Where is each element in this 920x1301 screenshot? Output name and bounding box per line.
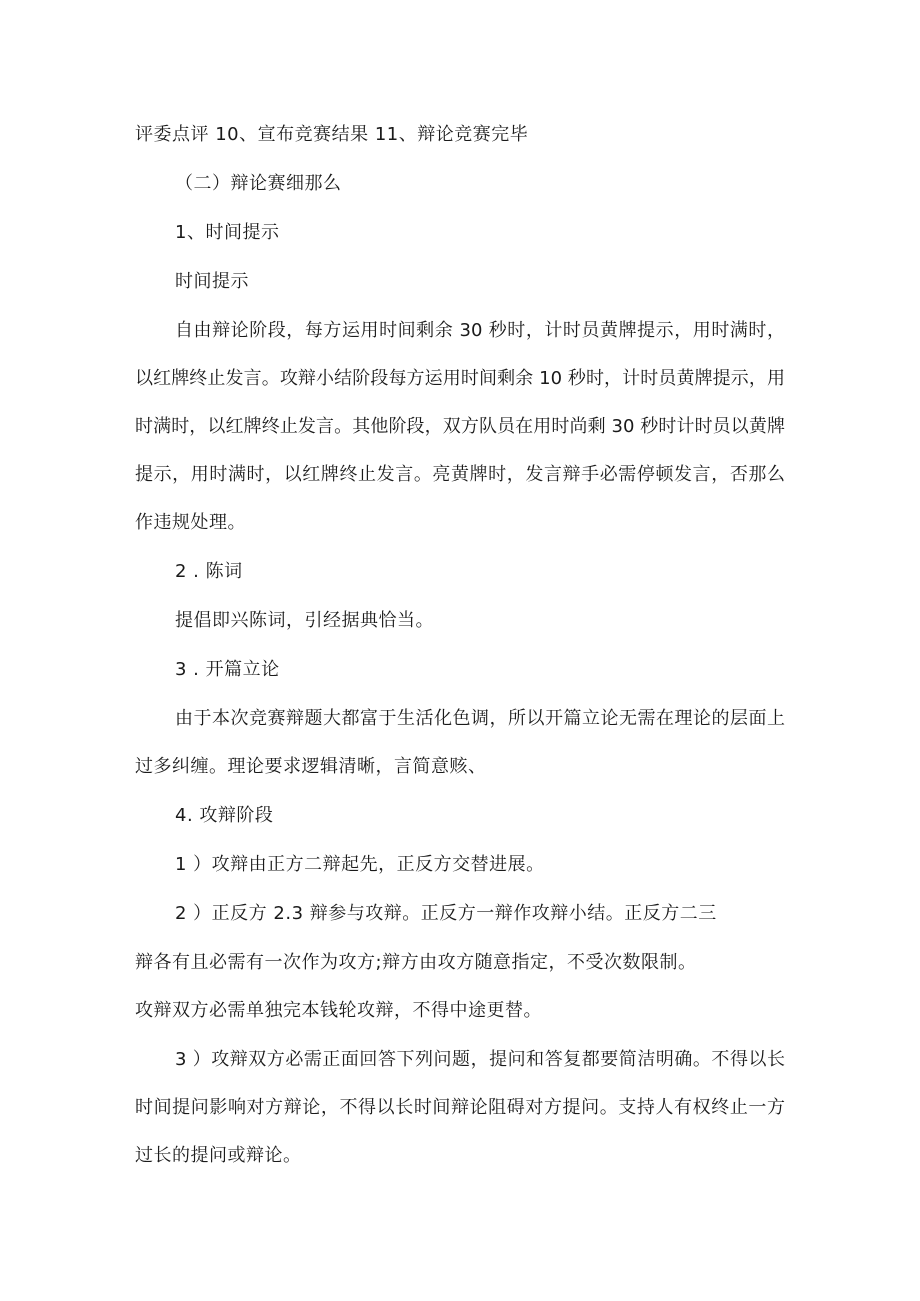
list-item: 3 ）攻辩双方必需正面回答下列问题，提问和答复都要简洁明确。不得以长 (175, 1049, 785, 1070)
paragraph-line: 辩各有且必需有一次作为攻方;辩方由攻方随意指定，不受次数限制。 (135, 952, 697, 973)
paragraph-line: 时间提问影响对方辩论，不得以长时间辩论阻碍对方提问。支持人有权终止一方 (135, 1097, 785, 1118)
paragraph-line: 时满时，以红牌终止发言。其他阶段，双方队员在用时尚剩 30 秒时计时员以黄牌 (135, 416, 785, 437)
paragraph-line: 自由辩论阶段，每方运用时间剩余 30 秒时，计时员黄牌提示，用时满时， (175, 320, 785, 341)
paragraph-line: 作违规处理。 (135, 512, 246, 533)
subheading-statement: 2 . 陈词 (175, 561, 243, 582)
paragraph-line: 提示，用时满时，以红牌终止发言。亮黄牌时，发言辩手必需停顿发言，否那么 (135, 464, 785, 485)
paragraph-line: 以红牌终止发言。攻辩小结阶段每方运用时间剩余 10 秒时，计时员黄牌提示，用 (135, 368, 785, 389)
list-item: 1 ）攻辩由正方二辩起先，正反方交替进展。 (175, 854, 545, 875)
agenda-items-line: 评委点评 10、宣布竞赛结果 11、辩论竞赛完毕 (135, 124, 529, 145)
subheading-opening: 3 . 开篇立论 (175, 659, 280, 680)
paragraph-line: 攻辩双方必需单独完本钱轮攻辩，不得中途更替。 (135, 1000, 542, 1021)
paragraph-line: 过多纠缠。理论要求逻辑清晰，言简意赅、 (135, 756, 487, 777)
section-heading-rules: （二）辩论赛细那么 (175, 173, 342, 194)
paragraph-line: 过长的提问或辩论。 (135, 1145, 302, 1166)
subheading-time-prompt: 1、时间提示 (175, 222, 280, 243)
paragraph-line: 提倡即兴陈词，引经据典恰当。 (175, 610, 434, 631)
paragraph-line: 由于本次竞赛辩题大都富于生活化色调，所以开篇立论无需在理论的层面上 (175, 708, 785, 729)
paragraph-label-time-prompt: 时间提示 (175, 271, 249, 292)
list-item: 2 ）正反方 2.3 辩参与攻辩。正反方一辩作攻辩小结。正反方二三 (175, 903, 717, 924)
subheading-cross-exam: 4. 攻辩阶段 (175, 805, 274, 826)
